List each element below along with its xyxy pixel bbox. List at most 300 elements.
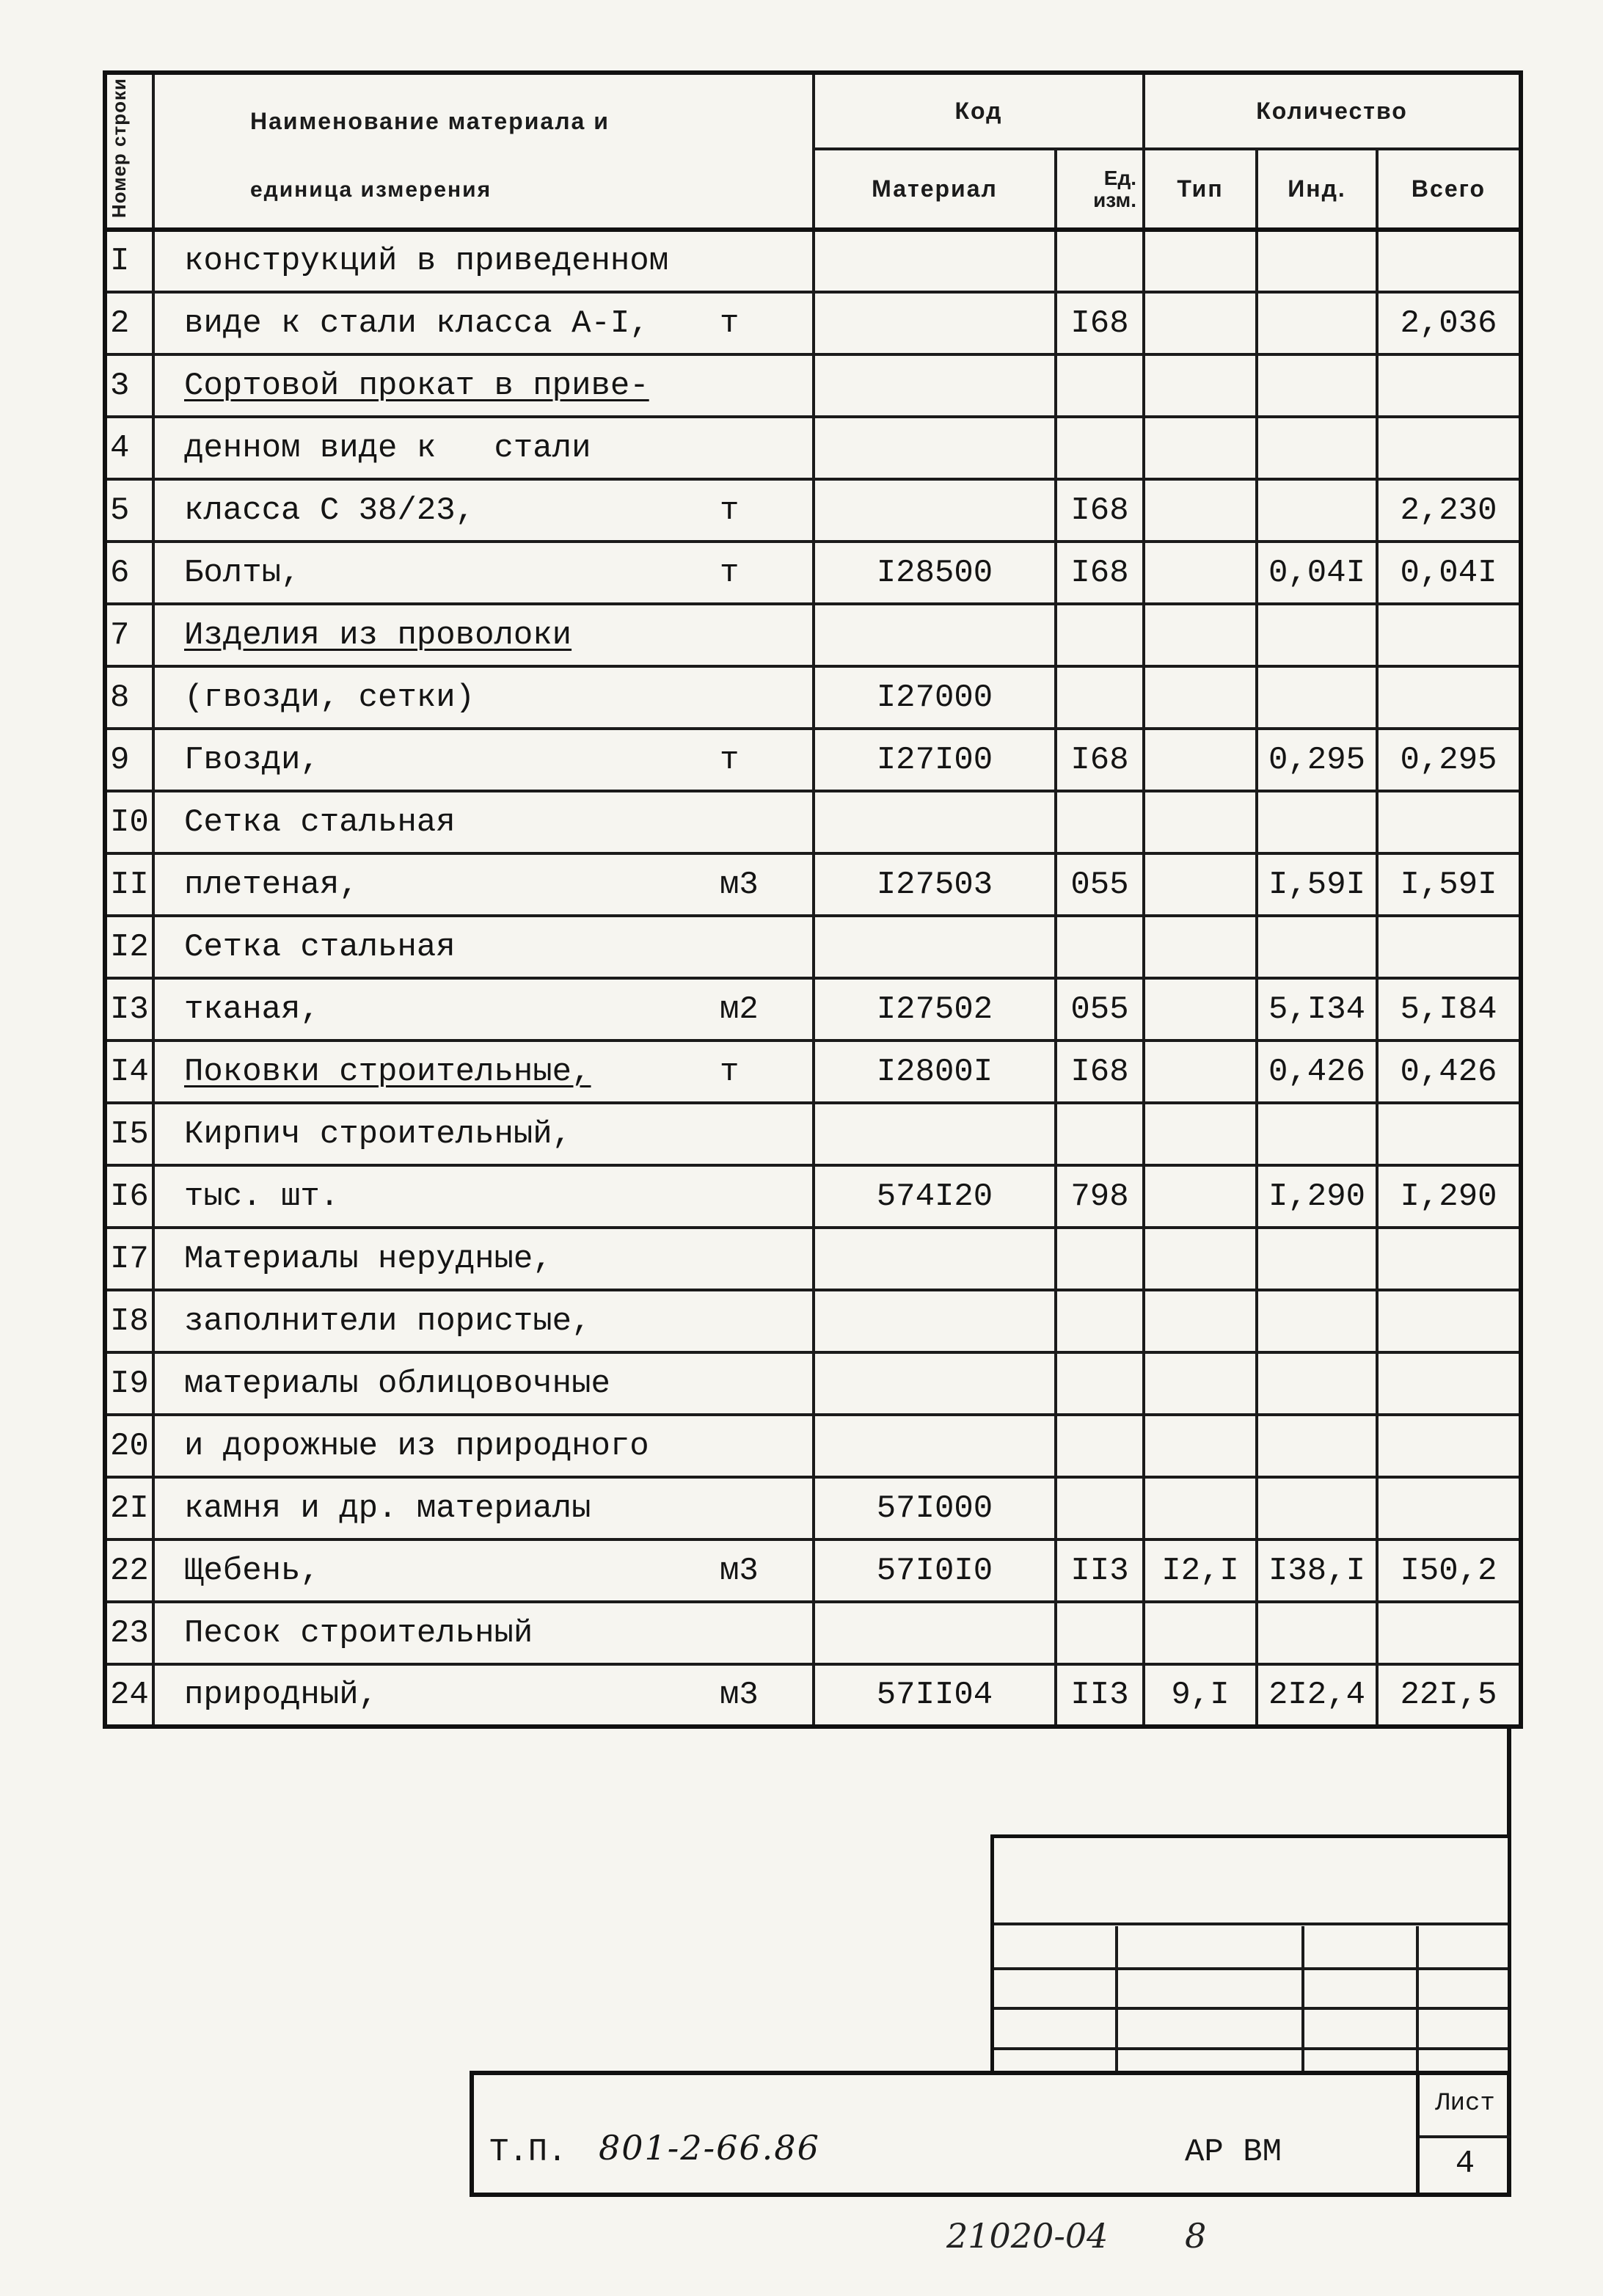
- total-quantity-cell: [1377, 1539, 1521, 1602]
- table-row: [105, 1165, 1521, 1228]
- individual-quantity-text: I38,I: [1268, 1552, 1366, 1589]
- individual-quantity-header: Инд.: [1257, 149, 1377, 230]
- material-code-text: I28500: [876, 554, 993, 591]
- row-number-cell: [105, 1539, 153, 1602]
- material-name-text: Песок строительный: [184, 1614, 533, 1652]
- divider: [1301, 1926, 1304, 2073]
- material-name-text: природный,: [184, 1677, 379, 1713]
- row-number-cell: [105, 542, 153, 604]
- material-code-text: I2800I: [876, 1053, 993, 1090]
- material-name-text: камня и др. материалы: [184, 1490, 591, 1527]
- total-quantity-cell: [1377, 791, 1521, 853]
- row-number-cell: [105, 729, 153, 791]
- row-number-text: 4: [110, 429, 130, 467]
- material-name-text: тканая,: [184, 991, 320, 1028]
- individual-quantity-cell: [1257, 1415, 1377, 1477]
- material-code-cell: [814, 791, 1056, 853]
- individual-quantity-cell: [1257, 230, 1377, 292]
- material-name-cell: [153, 916, 814, 978]
- table-row: [105, 729, 1521, 791]
- individual-quantity-cell: [1257, 417, 1377, 479]
- row-number-text: 20: [110, 1427, 149, 1465]
- total-quantity-text: 0,295: [1400, 741, 1497, 779]
- individual-quantity-cell: [1257, 292, 1377, 354]
- material-code-cell: [814, 604, 1056, 666]
- sheet-number: 4: [1455, 2146, 1475, 2182]
- table-row: [105, 542, 1521, 604]
- type-quantity-cell: [1144, 1165, 1257, 1228]
- material-name-text: Сортовой прокат в приве-: [184, 367, 649, 404]
- individual-quantity-cell: [1257, 1165, 1377, 1228]
- total-quantity-text: I,59I: [1400, 866, 1497, 903]
- row-number-text: I3: [110, 991, 149, 1028]
- title-block-grid: [990, 1834, 1511, 2077]
- material-code-text: I27I00: [876, 741, 993, 779]
- row-number-cell: [105, 1352, 153, 1415]
- material-code-text: 57I0I0: [876, 1552, 993, 1589]
- individual-quantity-cell: [1257, 1477, 1377, 1539]
- material-code-cell: [814, 479, 1056, 542]
- individual-quantity-text: I,59I: [1268, 866, 1366, 903]
- material-code-text: I27000: [876, 679, 993, 716]
- individual-quantity-cell: [1257, 542, 1377, 604]
- individual-quantity-text: 0,426: [1268, 1053, 1366, 1090]
- material-name-text: денном виде к стали: [184, 429, 591, 467]
- total-quantity-text: 2,230: [1400, 492, 1497, 529]
- total-quantity-cell: [1377, 1602, 1521, 1664]
- material-name-cell: [153, 1539, 814, 1602]
- project-number: 801-2-66.86: [599, 2128, 820, 2168]
- total-quantity-cell: [1377, 853, 1521, 916]
- material-code-text: 57II04: [876, 1677, 993, 1713]
- individual-quantity-cell: [1257, 1103, 1377, 1165]
- row-number-cell: [105, 417, 153, 479]
- individual-quantity-cell: [1257, 1602, 1377, 1664]
- type-quantity-cell: [1144, 542, 1257, 604]
- quantity-header: Количество: [1144, 73, 1521, 149]
- type-quantity-cell: [1144, 230, 1257, 292]
- table-row: [105, 978, 1521, 1041]
- material-code-cell: [814, 1477, 1056, 1539]
- material-name-text: Болты,: [184, 554, 301, 591]
- material-code-cell: [814, 729, 1056, 791]
- table-row: [105, 604, 1521, 666]
- material-name-cell: [153, 292, 814, 354]
- row-number-text: 5: [110, 492, 130, 529]
- unit-code-cell: [1056, 479, 1144, 542]
- row-number-text: I8: [110, 1302, 149, 1340]
- row-number-text: 7: [110, 616, 130, 654]
- total-quantity-cell: [1377, 1165, 1521, 1228]
- series-label: Т.П.: [489, 2134, 567, 2171]
- row-number-cell: [105, 666, 153, 729]
- materials-table: [103, 70, 1523, 1729]
- total-quantity-cell: [1377, 978, 1521, 1041]
- unit-code-cell: [1056, 1041, 1144, 1103]
- row-number-text: 8: [110, 679, 130, 716]
- material-code-cell: [814, 1664, 1056, 1727]
- unit-code-text: I68: [1070, 492, 1129, 529]
- material-name-cell: [153, 542, 814, 604]
- material-name-cell: [153, 1664, 814, 1727]
- individual-quantity-cell: [1257, 604, 1377, 666]
- individual-quantity-cell: [1257, 1539, 1377, 1602]
- table-row: [105, 1477, 1521, 1539]
- unit-code-text: 055: [1070, 991, 1129, 1028]
- individual-quantity-text: I,290: [1268, 1178, 1366, 1215]
- total-quantity-cell: [1377, 230, 1521, 292]
- total-quantity-cell: [1377, 1228, 1521, 1290]
- material-name-text: Кирпич строительный,: [184, 1115, 572, 1153]
- type-quantity-cell: [1144, 853, 1257, 916]
- row-number-cell: [105, 1103, 153, 1165]
- unit-of-measure: т: [720, 741, 740, 779]
- row-number-header-label: Номер строки: [107, 78, 130, 219]
- inventory-page: 8: [1185, 2216, 1207, 2256]
- unit-of-measure: м3: [720, 866, 759, 903]
- individual-quantity-cell: [1257, 1041, 1377, 1103]
- table-header: [105, 73, 1521, 230]
- material-name-text: тыс. шт.: [184, 1178, 340, 1215]
- type-quantity-cell: [1144, 916, 1257, 978]
- table-row: [105, 1539, 1521, 1602]
- table-row: [105, 1228, 1521, 1290]
- title-block: [470, 2071, 1511, 2197]
- unit-code-cell: [1056, 1664, 1144, 1727]
- type-quantity-text: 9,I: [1171, 1677, 1230, 1713]
- unit-code-text: II3: [1070, 1552, 1129, 1589]
- material-code-cell: [814, 916, 1056, 978]
- total-quantity-text: I,290: [1400, 1178, 1497, 1215]
- unit-code-cell: [1056, 853, 1144, 916]
- code-header: Код: [814, 73, 1144, 149]
- unit-code-cell: [1056, 666, 1144, 729]
- total-quantity-text: I50,2: [1400, 1552, 1497, 1589]
- type-quantity-cell: [1144, 1041, 1257, 1103]
- material-name-cell: [153, 978, 814, 1041]
- type-quantity-cell: [1144, 1352, 1257, 1415]
- type-quantity-cell: [1144, 1477, 1257, 1539]
- individual-quantity-cell: [1257, 729, 1377, 791]
- material-name-cell: [153, 1290, 814, 1352]
- material-code-cell: [814, 292, 1056, 354]
- material-name-cell: [153, 1165, 814, 1228]
- unit-code-cell: [1056, 1228, 1144, 1290]
- divider: [1416, 1926, 1419, 2073]
- material-code-cell: [814, 978, 1056, 1041]
- material-code-text: I27503: [876, 866, 993, 903]
- unit-code-cell: [1056, 1477, 1144, 1539]
- divider: [994, 2007, 1508, 2010]
- table-row: [105, 354, 1521, 417]
- unit-code-cell: [1056, 1165, 1144, 1228]
- individual-quantity-cell: [1257, 1352, 1377, 1415]
- inventory-number: 21020-04: [946, 2216, 1109, 2256]
- material-code-cell: [814, 1165, 1056, 1228]
- type-quantity-cell: [1144, 791, 1257, 853]
- row-number-cell: [105, 1602, 153, 1664]
- material-code-cell: [814, 417, 1056, 479]
- table-row: [105, 791, 1521, 853]
- sheet-label: Лист: [1420, 2078, 1511, 2138]
- row-number-text: II: [110, 866, 149, 903]
- row-number-cell: [105, 978, 153, 1041]
- unit-of-measure: м2: [720, 991, 759, 1028]
- table-row: [105, 916, 1521, 978]
- material-name-cell: [153, 1103, 814, 1165]
- individual-quantity-text: 2I2,4: [1268, 1677, 1366, 1713]
- type-quantity-cell: [1144, 1539, 1257, 1602]
- sheet-box: [1416, 2075, 1511, 2193]
- divider: [994, 1967, 1508, 1970]
- table-row: [105, 230, 1521, 292]
- material-name-cell: [153, 1228, 814, 1290]
- material-name-cell: [153, 853, 814, 916]
- individual-quantity-cell: [1257, 978, 1377, 1041]
- unit-of-measure: т: [720, 554, 740, 591]
- total-quantity-cell: [1377, 729, 1521, 791]
- row-number-cell: [105, 1415, 153, 1477]
- row-number-text: I6: [110, 1178, 149, 1215]
- individual-quantity-cell: [1257, 791, 1377, 853]
- material-name-text: конструкций в приведенном: [184, 243, 669, 280]
- total-quantity-text: 5,I84: [1400, 991, 1497, 1028]
- type-quantity-cell: [1144, 1602, 1257, 1664]
- unit-code-text: II3: [1070, 1677, 1129, 1713]
- individual-quantity-cell: [1257, 1228, 1377, 1290]
- type-quantity-cell: [1144, 1290, 1257, 1352]
- row-number-text: 2I: [110, 1490, 149, 1527]
- divider: [994, 2047, 1508, 2050]
- material-code-text: I27502: [876, 991, 993, 1028]
- material-code-cell: [814, 853, 1056, 916]
- unit-code-text: 055: [1070, 866, 1129, 903]
- material-name-cell: [153, 1477, 814, 1539]
- material-name-text: Сетка стальная: [184, 928, 456, 966]
- individual-quantity-cell: [1257, 354, 1377, 417]
- unit-code-cell: [1056, 978, 1144, 1041]
- divider: [994, 1923, 1508, 1925]
- row-number-cell: [105, 791, 153, 853]
- material-name-cell: [153, 479, 814, 542]
- unit-code-cell: [1056, 292, 1144, 354]
- row-number-cell: [105, 1165, 153, 1228]
- unit-of-measure: м3: [720, 1677, 759, 1713]
- unit-code-cell: [1056, 729, 1144, 791]
- row-number-cell: [105, 230, 153, 292]
- unit-code-text: I68: [1070, 554, 1129, 591]
- total-quantity-cell: [1377, 479, 1521, 542]
- row-number-text: 23: [110, 1614, 149, 1652]
- type-quantity-cell: [1144, 417, 1257, 479]
- total-quantity-text: 0,04I: [1400, 554, 1497, 591]
- unit-code-cell: [1056, 791, 1144, 853]
- unit-code-cell: [1056, 604, 1144, 666]
- row-number-cell: [105, 604, 153, 666]
- material-name-text: класса С 38/23,: [184, 492, 475, 529]
- total-quantity-header: Всего: [1377, 149, 1521, 230]
- row-number-text: I0: [110, 803, 149, 841]
- unit-code-text: I68: [1070, 1053, 1129, 1090]
- row-number-cell: [105, 479, 153, 542]
- material-code-cell: [814, 230, 1056, 292]
- row-number-cell: [105, 292, 153, 354]
- material-code-text: 57I000: [876, 1490, 993, 1527]
- type-quantity-cell: [1144, 292, 1257, 354]
- material-code-text: 574I20: [876, 1178, 993, 1215]
- table-row: [105, 1415, 1521, 1477]
- table-row: [105, 1041, 1521, 1103]
- frame-border: [1507, 1724, 1511, 1836]
- unit-code-cell: [1056, 1103, 1144, 1165]
- material-name-cell: [153, 604, 814, 666]
- individual-quantity-cell: [1257, 479, 1377, 542]
- material-name-text: Щебень,: [184, 1552, 320, 1589]
- individual-quantity-cell: [1257, 666, 1377, 729]
- row-number-text: I4: [110, 1053, 149, 1090]
- material-code-cell: [814, 1103, 1056, 1165]
- individual-quantity-text: 0,04I: [1268, 554, 1366, 591]
- row-number-cell: [105, 1664, 153, 1727]
- type-quantity-cell: [1144, 604, 1257, 666]
- material-name-text: Материалы нерудные,: [184, 1240, 552, 1278]
- material-name-header-line2: единица измерения: [250, 178, 492, 202]
- unit-of-measure: т: [720, 305, 740, 342]
- type-quantity-header: Тип: [1144, 149, 1257, 230]
- material-name-header-line1: Наименование материала и: [250, 108, 610, 134]
- total-quantity-cell: [1377, 1103, 1521, 1165]
- row-number-text: 6: [110, 554, 130, 591]
- row-number-text: I2: [110, 928, 149, 966]
- total-quantity-text: 0,426: [1400, 1053, 1497, 1090]
- material-code-cell: [814, 1539, 1056, 1602]
- material-name-text: и дорожные из природного: [184, 1427, 649, 1465]
- unit-code-cell: [1056, 417, 1144, 479]
- row-number-cell: [105, 1041, 153, 1103]
- type-quantity-cell: [1144, 1664, 1257, 1727]
- unit-of-measure: т: [720, 492, 740, 529]
- row-number-cell: [105, 916, 153, 978]
- row-number-text: I9: [110, 1365, 149, 1402]
- total-quantity-cell: [1377, 604, 1521, 666]
- type-quantity-cell: [1144, 978, 1257, 1041]
- row-number-text: 3: [110, 367, 130, 404]
- unit-code-text: 798: [1070, 1178, 1129, 1215]
- material-code-cell: [814, 1352, 1056, 1415]
- table-row: [105, 1103, 1521, 1165]
- total-quantity-cell: [1377, 354, 1521, 417]
- total-quantity-cell: [1377, 1290, 1521, 1352]
- material-name-text: Сетка стальная: [184, 803, 456, 841]
- total-quantity-cell: [1377, 542, 1521, 604]
- row-number-text: I5: [110, 1115, 149, 1153]
- material-code-cell: [814, 1602, 1056, 1664]
- row-number-text: I: [110, 243, 130, 280]
- unit-code-cell: [1056, 230, 1144, 292]
- type-quantity-cell: [1144, 729, 1257, 791]
- divider: [1115, 1926, 1118, 2073]
- material-code-cell: [814, 666, 1056, 729]
- row-number-cell: [105, 853, 153, 916]
- table-row: [105, 666, 1521, 729]
- material-name-cell: [153, 666, 814, 729]
- row-number-cell: [105, 354, 153, 417]
- table-row: [105, 292, 1521, 354]
- total-quantity-cell: [1377, 1664, 1521, 1727]
- type-quantity-text: I2,I: [1161, 1552, 1239, 1589]
- material-name-text: (гвозди, сетки): [184, 679, 475, 716]
- type-quantity-cell: [1144, 354, 1257, 417]
- type-quantity-cell: [1144, 479, 1257, 542]
- table-row: [105, 479, 1521, 542]
- table-row: [105, 1602, 1521, 1664]
- total-quantity-cell: [1377, 1041, 1521, 1103]
- row-number-text: 22: [110, 1552, 149, 1589]
- row-number-text: 2: [110, 305, 130, 342]
- section-code: АР ВМ: [1185, 2134, 1282, 2171]
- type-quantity-cell: [1144, 1103, 1257, 1165]
- row-number-cell: [105, 1290, 153, 1352]
- material-code-cell: [814, 1228, 1056, 1290]
- table-row: [105, 1664, 1521, 1727]
- table-body: [105, 230, 1521, 1727]
- material-code-cell: [814, 542, 1056, 604]
- material-name-cell: [153, 729, 814, 791]
- unit-code-text: I68: [1070, 741, 1129, 779]
- material-code-cell: [814, 1041, 1056, 1103]
- material-name-cell: [153, 354, 814, 417]
- material-name-text: Изделия из проволоки: [184, 616, 572, 654]
- unit-code-cell: [1056, 1602, 1144, 1664]
- unit-code-cell: [1056, 1290, 1144, 1352]
- material-code-cell: [814, 1415, 1056, 1477]
- total-quantity-text: 2,036: [1400, 305, 1497, 342]
- unit-of-measure: м3: [720, 1552, 759, 1589]
- total-quantity-cell: [1377, 1415, 1521, 1477]
- type-quantity-cell: [1144, 1415, 1257, 1477]
- row-number-text: I7: [110, 1240, 149, 1278]
- unit-of-measure: т: [720, 1053, 740, 1090]
- individual-quantity-text: 0,295: [1268, 741, 1366, 779]
- row-number-cell: [105, 1477, 153, 1539]
- individual-quantity-cell: [1257, 853, 1377, 916]
- individual-quantity-cell: [1257, 916, 1377, 978]
- unit-code-header: Ед. изм.: [1056, 149, 1144, 230]
- total-quantity-text: 22I,5: [1400, 1677, 1497, 1713]
- material-name-cell: [153, 1352, 814, 1415]
- total-quantity-cell: [1377, 916, 1521, 978]
- type-quantity-cell: [1144, 666, 1257, 729]
- row-number-text: 9: [110, 741, 130, 779]
- type-quantity-cell: [1144, 1228, 1257, 1290]
- total-quantity-cell: [1377, 666, 1521, 729]
- total-quantity-cell: [1377, 1477, 1521, 1539]
- table-row: [105, 417, 1521, 479]
- total-quantity-cell: [1377, 292, 1521, 354]
- material-name-text: Гвозди,: [184, 741, 320, 779]
- table-row: [105, 853, 1521, 916]
- material-code-header: Материал: [814, 149, 1056, 230]
- unit-code-cell: [1056, 542, 1144, 604]
- total-quantity-cell: [1377, 1352, 1521, 1415]
- material-code-cell: [814, 354, 1056, 417]
- material-name-text: материалы облицовочные: [184, 1365, 610, 1402]
- unit-code-cell: [1056, 1415, 1144, 1477]
- material-name-cell: [153, 791, 814, 853]
- unit-code-text: I68: [1070, 305, 1129, 342]
- unit-code-cell: [1056, 1352, 1144, 1415]
- material-name-text: Поковки строительные,: [184, 1053, 591, 1090]
